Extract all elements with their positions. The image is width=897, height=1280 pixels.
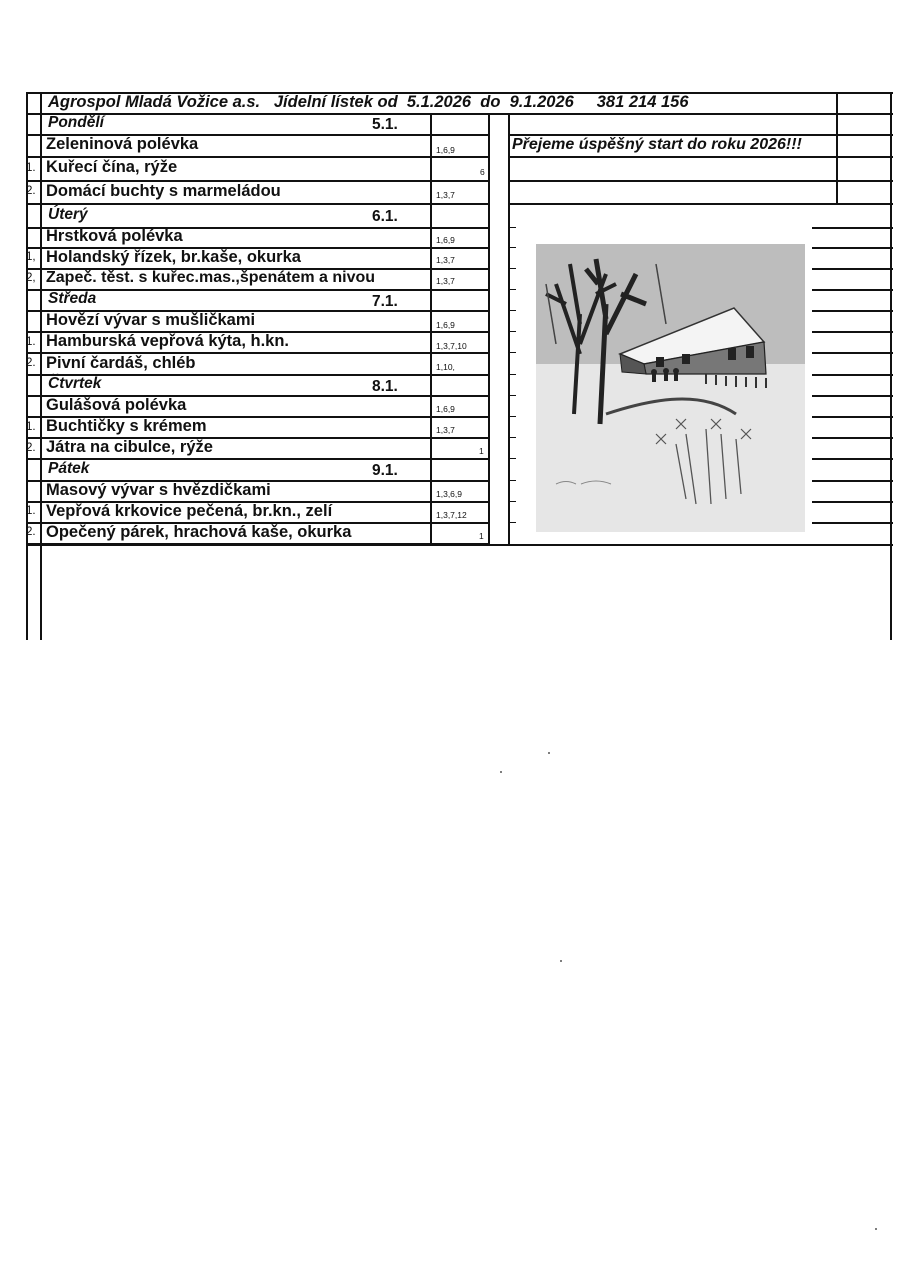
meal-name: Vepřová krkovice pečená, br.kn., zelí — [46, 502, 333, 520]
meal-name: Holandský řízek, br.kaše, okurka — [46, 248, 301, 266]
meal-number: 1. — [26, 421, 36, 433]
grid-line — [812, 480, 893, 482]
grid-line — [40, 92, 42, 640]
menu-header — [48, 94, 689, 111]
company-name: Agrospol Mladá Vožice a.s. — [48, 93, 261, 111]
grid-line — [812, 458, 893, 460]
date-from: 5.1.2026 — [406, 93, 472, 111]
winter-cottage-drawing-icon — [536, 244, 805, 532]
day-name: Pátek — [48, 460, 90, 477]
meal-number: 1, — [26, 251, 36, 263]
date-to: 9.1.2026 — [509, 93, 574, 111]
day-name: Středa — [48, 290, 97, 307]
grid-line — [812, 289, 893, 291]
grid-line — [812, 247, 893, 249]
scan-speck — [560, 960, 562, 962]
grid-line — [812, 395, 893, 397]
grid-line — [812, 352, 893, 354]
scan-speck — [500, 771, 502, 773]
soup-allergens: 1,3,6,9 — [436, 489, 462, 499]
grid-line — [812, 501, 893, 503]
soup-allergens: 1,6,9 — [436, 235, 455, 245]
soup-allergens: 1,6,9 — [436, 404, 455, 414]
day-date: 5.1. — [372, 116, 398, 133]
grid-line — [812, 522, 893, 524]
day-name: Úterý — [48, 206, 88, 223]
meal-number: 2. — [26, 185, 36, 197]
meal-number: 1. — [26, 336, 36, 348]
meal-name: Opečený párek, hrachová kaše, okurka — [46, 523, 352, 541]
grid-line — [812, 437, 893, 439]
grid-line — [26, 458, 488, 460]
soup-name: Hrstková polévka — [46, 227, 183, 245]
meal-name: Buchtičky s krémem — [46, 417, 207, 435]
grid-line — [890, 92, 892, 640]
grid-line — [812, 374, 893, 376]
grid-line — [812, 227, 893, 229]
meal-name: Zapeč. těst. s kuřec.mas.,špenátem a nivou — [46, 269, 376, 286]
meal-number: 2, — [26, 272, 36, 284]
day-date: 9.1. — [372, 462, 398, 479]
soup-allergens: 1,6,9 — [436, 145, 455, 155]
meal-allergens: 1 — [479, 446, 484, 456]
soup-name: Hovězí vývar s mušličkami — [46, 311, 256, 329]
soup-name: Gulášová polévka — [46, 396, 187, 414]
meal-allergens: 6 — [480, 167, 485, 177]
meal-name: Domácí buchty s marmeládou — [46, 182, 281, 200]
day-name: Pondělí — [48, 114, 104, 131]
scan-speck — [875, 1228, 877, 1230]
day-date: 6.1. — [372, 208, 398, 225]
day-name: Čtvrtek — [48, 375, 102, 392]
menu-title: Jídelní lístek od — [273, 93, 398, 111]
meal-number: 2. — [26, 357, 36, 369]
grid-line — [508, 113, 510, 544]
grid-line — [812, 331, 893, 333]
date-to-word: do — [480, 93, 501, 111]
meal-allergens: 1,3,7,10 — [436, 341, 467, 351]
soup-name: Zeleninová polévka — [46, 135, 199, 153]
grid-line — [508, 203, 893, 205]
meal-allergens: 1,3,7,12 — [436, 510, 467, 520]
phone-number: 381 214 156 — [596, 93, 689, 111]
meal-allergens: 1,3,7 — [436, 190, 455, 200]
grid-line — [836, 92, 838, 203]
grid-line — [26, 113, 893, 115]
soup-name: Masový vývar s hvězdičkami — [46, 481, 271, 499]
meal-allergens: 1,3,7 — [436, 425, 455, 435]
meal-allergens: 1 — [479, 531, 484, 541]
meal-name: Hamburská vepřová kýta, h.kn. — [46, 332, 290, 350]
meal-name: Játra na cibulce, rýže — [46, 438, 213, 456]
meal-number: 2. — [26, 526, 36, 538]
grid-line — [26, 544, 893, 546]
day-date: 8.1. — [372, 378, 398, 395]
meal-allergens: 1,10, — [436, 362, 455, 372]
meal-number: 1. — [26, 505, 36, 517]
scan-speck — [548, 752, 550, 754]
meal-allergens: 1,3,7 — [436, 276, 455, 286]
grid-line — [812, 268, 893, 270]
grid-line — [812, 310, 893, 312]
day-date: 7.1. — [372, 293, 398, 310]
meal-name: Pivní čardáš, chléb — [46, 354, 196, 372]
meal-name: Kuřecí čína, rýže — [46, 158, 178, 176]
soup-allergens: 1,6,9 — [436, 320, 455, 330]
grid-line — [812, 416, 893, 418]
meal-allergens: 1,3,7 — [436, 255, 455, 265]
meal-number: 2. — [26, 442, 36, 454]
meal-number: 1. — [26, 162, 36, 174]
grid-line — [430, 113, 432, 544]
grid-line — [488, 113, 490, 544]
grid-line — [26, 203, 488, 205]
greeting-text: Přejeme úspěšný start do roku 2026!!! — [512, 136, 802, 153]
